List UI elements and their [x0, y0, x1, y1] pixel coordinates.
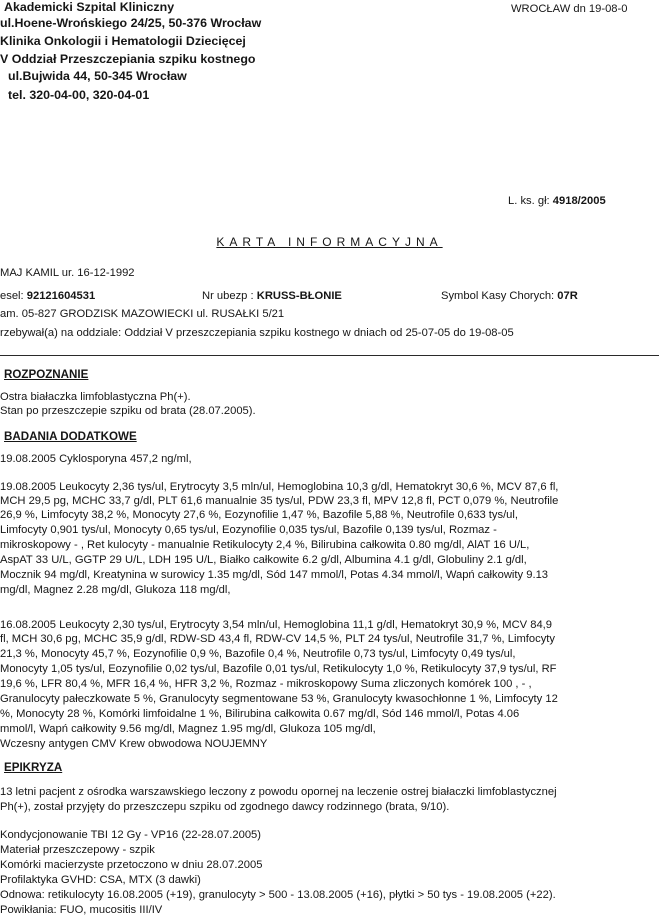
badania-heading: BADANIA DODATKOWE [4, 430, 137, 443]
book-number-label: L. ks. gł: [508, 195, 550, 207]
lab-line: Mocznik 94 mg/dl, Kreatynina w surowicy 1.35 mg/dl, Sód 147 mmol/l, Potas 4.34 mmol/l, Wapń całkowity 9.13 [0, 569, 549, 581]
lab-line: 26,9 %, Limfocyty 38,2 %, Monocyty 27,6 %, Eozynofilie 1,47 %, Bazofile 5,88 %, Neutrofile 0,633 tys/ul, [0, 509, 519, 521]
epicrisis-line: Odnowa: retikulocyty 16.08.2005 (+19), granulocyty > 500 - 13.08.2005 (+16), płytki > 50 tys - 19.08.2005 (+22). [0, 889, 556, 901]
department-address: ul.Bujwida 44, 50-345 Wrocław [8, 69, 187, 83]
epicrisis-line: Materiał przeszczepowy - szpik [0, 844, 155, 856]
epikryza-heading: EPIKRYZA [4, 761, 63, 774]
lab-line: Limfocyty 0,901 tys/ul, Monocyty 0,65 tys/ul, Eozynofilie 0,035 tys/ul, Bazofile 0,139 tys/ul, Rozmaz - [0, 524, 497, 536]
lab-line: Granulocyty pałeczkowate 5 %, Granulocyty segmentowane 53 %, Granulocyty kwasochłonne 1 %, Limfocyty 12 [0, 693, 558, 705]
fund-value: 07R [557, 290, 578, 302]
lab-line: MCH 29,5 pg, MCHC 33,7 g/dl, PLT 61,6 manualnie 35 tys/ul, PDW 23,3 fl, MPV 12,8 fl, PCT 0,079 %, Neutrofile [0, 495, 559, 507]
city-date: WROCŁAW dn 19-08-0 [511, 3, 628, 15]
epicrisis-line: Komórki macierzyste przetoczono w dniu 28.07.2005 [0, 859, 263, 871]
rozpoznanie-heading: ROZPOZNANIE [4, 368, 89, 381]
epicrisis-line: 13 letni pacjent z ośrodka warszawskiego leczony z powodu opornej na leczenie ostrej białaczki limfoblastycznej [0, 786, 557, 798]
lab-line: 16.08.2005 Leukocyty 2,30 tys/ul, Erytrocyty 3,54 mln/ul, Hemoglobina 11,1 g/dl, Hematokryt 30,9 %, MCV 84,9 [0, 619, 552, 631]
book-number [508, 194, 606, 208]
lab-line: %, Monocyty 28 %, Komórki limfoidalne 1 %, Bilirubina całkowita 0.67 mg/dl, Sód 146 mmol/l, Potas 4.06 [0, 708, 520, 720]
insurance-label: Nr ubezp : [202, 290, 254, 302]
lab-line: fl, MCH 30,6 pg, MCHC 35,9 g/dl, RDW-SD 43,4 fl, RDW-CV 14,5 %, PLT 24 tys/ul, Neutrofile 31,7 %, Limfocyty [0, 633, 556, 645]
patient-address: am. 05-827 GRODZISK MAZOWIECKI ul. RUSAŁKI 5/21 [0, 308, 285, 320]
clinic-name: Klinika Onkologii i Hematologii Dziecięcej [0, 34, 246, 48]
fund-symbol [441, 289, 578, 303]
pesel-value: 92121604531 [26, 290, 96, 302]
lab-line: AspAT 33 U/L, GGTP 29 U/L, LDH 195 U/L, Białko całkowite 6.2 g/dl, Albumina 4.1 g/dl, Globuliny 2.1 g/dl, [0, 554, 527, 566]
fund-label: Symbol Kasy Chorych: [441, 290, 555, 302]
stay-period: rzebywał(a) na oddziale: Oddział V przeszczepiania szpiku kostnego w dniach od 25-07-05 do 19-08-05 [0, 327, 514, 339]
hospital-address: ul.Hoene-Wrońskiego 24/25, 50-376 Wrocław [0, 16, 262, 30]
pesel-label: esel: [0, 290, 24, 302]
diagnosis-line: Ostra białaczka limfoblastyczna Ph(+). [0, 391, 191, 403]
cyclosporine-result: 19.08.2005 Cyklosporyna 457,2 ng/ml, [0, 453, 192, 465]
section-divider [0, 355, 659, 356]
lab-line: 19.08.2005 Leukocyty 2,36 tys/ul, Erytrocyty 3,5 mln/ul, Hemoglobina 10,3 g/dl, Hematokryt 30,6 %, MCV 87,6 fl, [0, 481, 559, 493]
lab-line: mikroskopowy - , Ret kulocyty - manualnie Retikulocyty 2,4 %, Bilirubina całkowita 0.80 mg/dl, AlAT 16 U/L, [0, 539, 530, 551]
lab-line: mg/dl, Magnez 2.28 mg/dl, Glukoza 118 mg/dl, [0, 584, 231, 596]
pesel [0, 289, 95, 303]
document-title: KARTA INFORMACYJNA [216, 235, 443, 249]
epicrisis-line: Ph(+), został przyjęty do przeszczepu szpiku od zgodnego dawcy rodzinnego (brata, 9/10). [0, 801, 450, 813]
epicrisis-line: Kondycjonowanie TBI 12 Gy - VP16 (22-28.07.2005) [0, 829, 261, 841]
book-number-value: 4918/2005 [552, 195, 606, 207]
department-name: V Oddział Przeszczepiania szpiku kostnego [0, 52, 256, 66]
lab-line: mmol/l, Wapń całkowity 9.56 mg/dl, Magnez 1.95 mg/dl, Glukoza 105 mg/dl, [0, 723, 376, 735]
lab-line: Monocyty 1,05 tys/ul, Eozynofilie 0,02 tys/ul, Bazofile 0,01 tys/ul, Retikulocyty 1,0 %, Retikulocyty 37,9 tys/ul, RF [0, 663, 557, 675]
phone-numbers: tel. 320-04-00, 320-04-01 [8, 88, 150, 102]
patient-name-line: MAJ KAMIL ur. 16-12-1992 [0, 267, 135, 279]
lab-line: 19,6 %, LFR 80,4 %, MFR 16,4 %, HFR 3,2 %, Rozmaz - mikroskopowy Suma zliczonych komórek 100 , - , [0, 678, 532, 690]
epicrisis-line: Profilaktyka GVHD: CSA, MTX (3 dawki) [0, 874, 201, 886]
diagnosis-line: Stan po przeszczepie szpiku od brata (28.07.2005). [0, 405, 256, 417]
hospital-name: Akademicki Szpital Kliniczny [4, 0, 175, 14]
epicrisis-line: Powikłania: FUO, mucositis III/IV [0, 904, 163, 916]
lab-line: 21,3 %, Monocyty 45,7 %, Eozynofilie 0,9 %, Bazofile 0,4 %, Neutrofile 0,73 tys/ul, Limfocyty 0,49 tys/ul, [0, 648, 516, 660]
cmv-result: Wczesny antygen CMV Krew obwodowa NOUJEMNY [0, 738, 268, 750]
insurance-value: KRUSS-BŁONIE [256, 290, 342, 302]
insurance [202, 289, 342, 303]
